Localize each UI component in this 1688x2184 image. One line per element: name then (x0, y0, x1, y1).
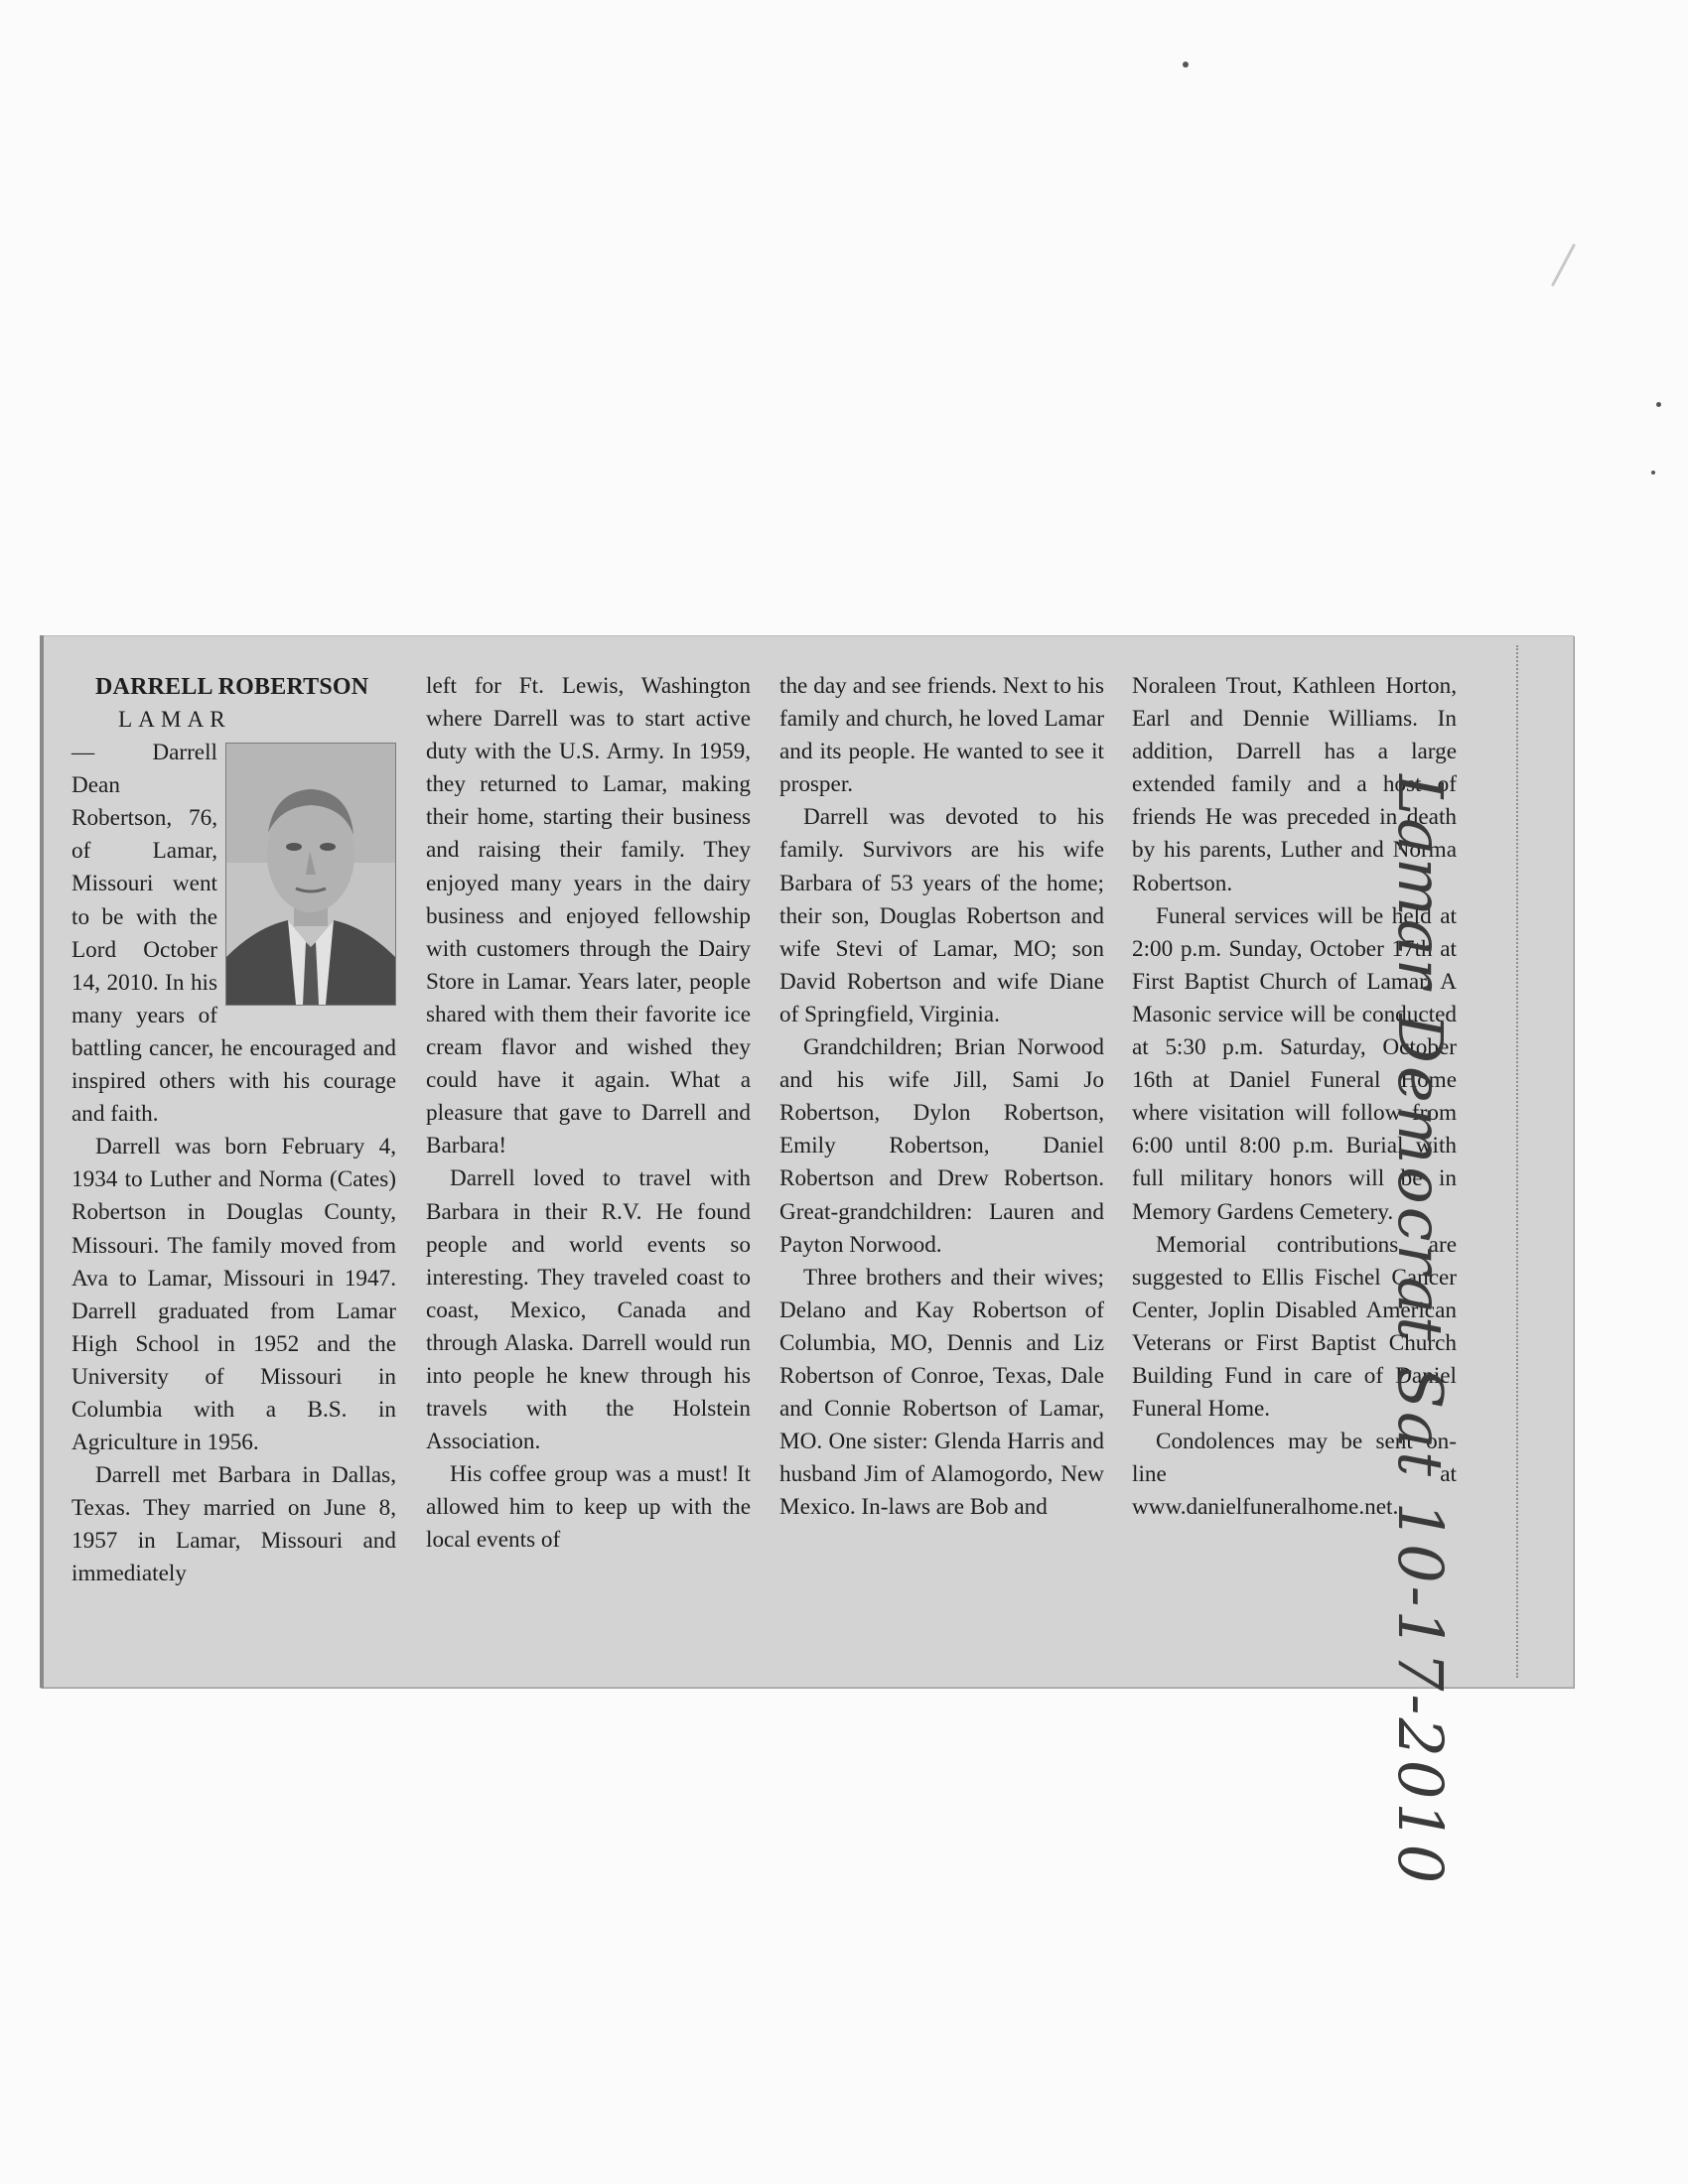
obituary-paragraph: Funeral services will be held at 2:00 p.m. Sunday, October 17th at First Baptist Church of Lamar. A Masonic service will be conducted at 5:30 p.m. Saturday, October 16th at Daniel Funeral Home where visitation will follow from 6:00 until 8:00 p.m. Burial with full military honors will be in Memory Gardens Cemetery. (1132, 902, 1457, 1225)
obituary-paragraph: Grandchildren; Brian Norwood and his wife Jill, Sami Jo Robertson, Dylon Robertson, Emily Robertson, Daniel Robertson and Drew Robertson. Great-grandchildren: Lauren and Payton Norwood. (779, 1034, 1104, 1258)
obituary-paragraph: Three brothers and their wives; Delano and Kay Robertson of Columbia, MO, Dennis and Liz Robertson of Conroe, Texas, Dale and Connie Robertson of Lamar, MO. One sister: Glenda Harris and husband Jim of Alamogordo, New Mexico. In-laws are Bob and (779, 1264, 1104, 1521)
obituary-paragraph: Memorial contributions are suggested to Ellis Fischel Cancer Center, Joplin Disabled American Veterans or First Baptist Church Building Fund in care of Daniel Funeral Home. (1132, 1231, 1457, 1423)
portrait-image (226, 744, 395, 1005)
portrait-photo (225, 743, 396, 1006)
obituary-paragraph: Darrell loved to travel with Barbara in their R.V. He found people and world events so interesting. They traveled coast to coast, Mexico, Canada and through Alaska. Darrell would run into people he knew through his travels with the Holstein Association. (426, 1165, 751, 1455)
scan-speck (1183, 62, 1189, 68)
newspaper-clipping (40, 635, 1574, 1887)
obituary-paragraph: Darrell was devoted to his family. Survivors are his wife Barbara of 53 years of the home; their son, Douglas Robertson and wife Stevi of Lamar, MO; son David Robertson and wife Diane of Springfield, Virginia. (779, 804, 1104, 1027)
obituary-paragraph: Condolences may be sent on-line at www.danielfuneralhome.net. (1132, 1429, 1457, 1521)
obituary-headline: DARRELL ROBERTSON (95, 674, 369, 700)
cut-line-divider (1516, 645, 1518, 1678)
obituary-paragraph: — Darrell Dean Robertson, 76, of Lamar, Missouri went to be with the Lord October 14, 2010. In his many years of battling cancer, he encouraged and inspired others with his courage and faith. (71, 740, 396, 1128)
dateline: LAMAR (118, 707, 231, 733)
scan-speck (1651, 471, 1655, 475)
column-1 (71, 670, 396, 1591)
scan-scratch (1551, 243, 1576, 287)
handwritten-source-note: Lamar Democrat Sat 10-17-2010 (1384, 774, 1457, 1887)
obituary-paragraph: the day and see friends. Next to his family and church, he loved Lamar and its people. He wanted to see it prosper. (779, 673, 1104, 798)
obituary-paragraph: Noraleen Trout, Kathleen Horton, Earl and Dennie Williams. In addition, Darrell has a large extended family and a host of friends He was preceded in death by his parents, Luther and Norma Robertson. (1132, 673, 1457, 896)
column-3 (779, 670, 1104, 1524)
obituary-paragraph: left for Ft. Lewis, Washington where Darrell was to start active duty with the U.S. Army. In 1959, they returned to Lamar, making their home, starting their business and raising their family. They enjoyed many years in the dairy business and enjoyed fellowship with customers through the Dairy Store in Lamar. Years later, people shared with them their favorite ice cream flavor and wished they could have it again. What a pleasure that gave to Darrell and Barbara! (426, 673, 751, 1160)
column-2 (426, 670, 751, 1558)
obituary-paragraph: Darrell met Barbara in Dallas, Texas. They married on June 8, 1957 in Lamar, Missouri and immediately (71, 1462, 396, 1587)
obituary-paragraph: His coffee group was a must! It allowed him to keep up with the local events of (426, 1461, 751, 1554)
obituary-paragraph: Darrell was born February 4, 1934 to Luther and Norma (Cates) Robertson in Douglas County, Missouri. The family moved from Ava to Lamar, Missouri in 1947. Darrell graduated from Lamar High School in 1952 and the University of Missouri in Columbia with a B.S. in Agriculture in 1956. (71, 1134, 396, 1456)
scan-speck (1656, 402, 1661, 407)
